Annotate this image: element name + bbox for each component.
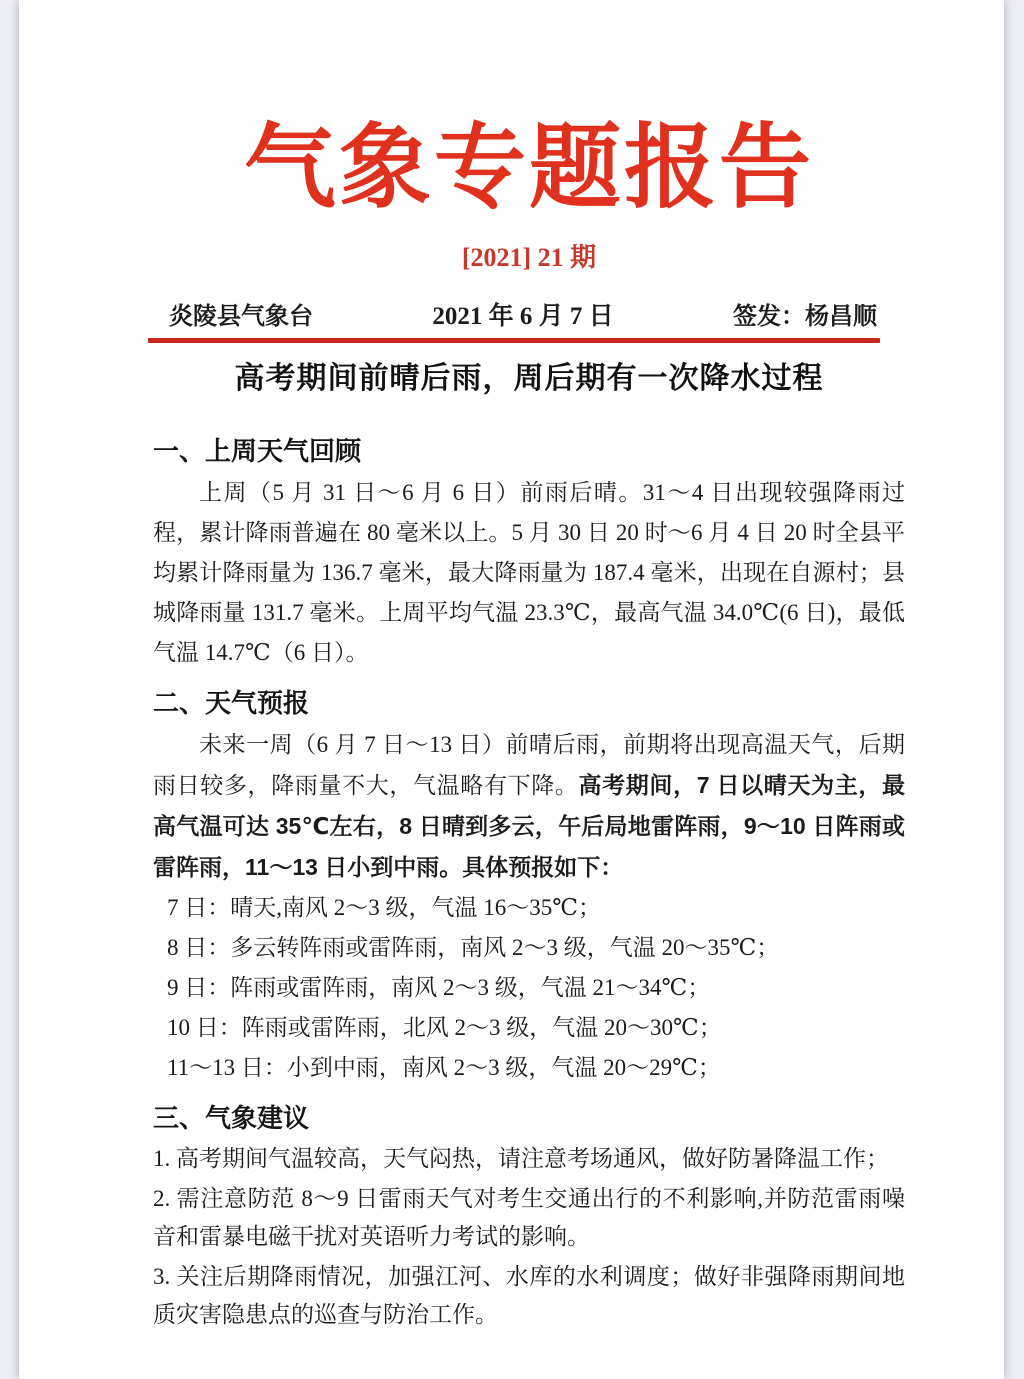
forecast-day-10: 10 日：阵雨或雷阵雨，北风 2～3 级，气温 20～30℃； [167,1015,722,1041]
section2-heading: 二、天气预报 [153,688,310,719]
forecast-day-11-13: 11～13 日：小到中雨，南风 2～3 级，气温 20～29℃； [167,1055,721,1081]
report-page [19,0,1004,1379]
advice-list [153,1140,905,1334]
forecast-day-9: 9 日：阵雨或雷阵雨，南风 2～3 级，气温 21～34℃； [167,975,711,1001]
issuing-office: 炎陵县气象台 [169,302,313,330]
masthead-divider-rule [148,338,880,343]
masthead-row [153,296,905,332]
forecast-day-8: 8 日：多云转阵雨或雷阵雨，南风 2～3 级，气温 20～35℃； [167,935,780,961]
report-headline: 高考期间前晴后雨，周后期有一次降水过程 [234,361,824,395]
section3-heading: 三、气象建议 [153,1103,310,1134]
signer-name: 签发：杨昌顺 [732,303,877,330]
advice-item-2: 2. 需注意防范 8～9 日雷雨天气对考生交通出行的不利影响,并防范雷雨噪音和雷暴电磁干扰对英语听力考试的影响。 [153,1186,905,1250]
advice-item-3: 3. 关注后期降雨情况，加强江河、水库的水利调度；做好非强降雨期间地质灾害隐患点的巡查与防治工作。 [153,1264,905,1328]
section2-body-paragraph [153,725,905,888]
forecast-day-7: 7 日：晴天,南风 2～3 级，气温 16～35℃； [167,895,601,921]
daily-forecast-list [153,888,905,1088]
issue-number: [2021] 21 期 [461,242,597,272]
forecast-emphasis-text: 高考期间，7 日以晴天为主，最高气温可达 35℃左右，8 日晴到多云，午后局地雷阵雨，9～10 日阵雨或雷阵雨，11～13 日小到中雨。具体预报如下： [153,772,906,881]
issue-date: 2021 年 6 月 7 日 [432,302,614,330]
forecast-intro-text: 未来一周（6 月 7 日～13 日）前晴后雨，前期将出现高温天气，后期雨日较多，降雨量不大，气温略有下降。 [153,732,905,799]
advice-item-1: 1. 高考期间气温较高，天气闷热，请注意考场通风，做好防暑降温工作； [153,1146,889,1172]
section1-heading: 一、上周天气回顾 [153,436,362,467]
section1-body-paragraph: 上周（5 月 31 日～6 月 6 日）前雨后晴。31～4 日出现较强降雨过程，累计降雨普遍在 80 毫米以上。5 月 30 日 20 时～6 月 4 日 20 时全县平均累计降雨量为 136.7 毫米，最大降雨量为 187.4 毫米，出现在自源村；县城降雨量 131.7 毫米。上周平均气温 23.3℃，最高气温 34.0℃(6 日)，最低气温 14.7℃（6 日）。 [153,480,905,666]
report-title: 气象专题报告 [243,117,814,219]
